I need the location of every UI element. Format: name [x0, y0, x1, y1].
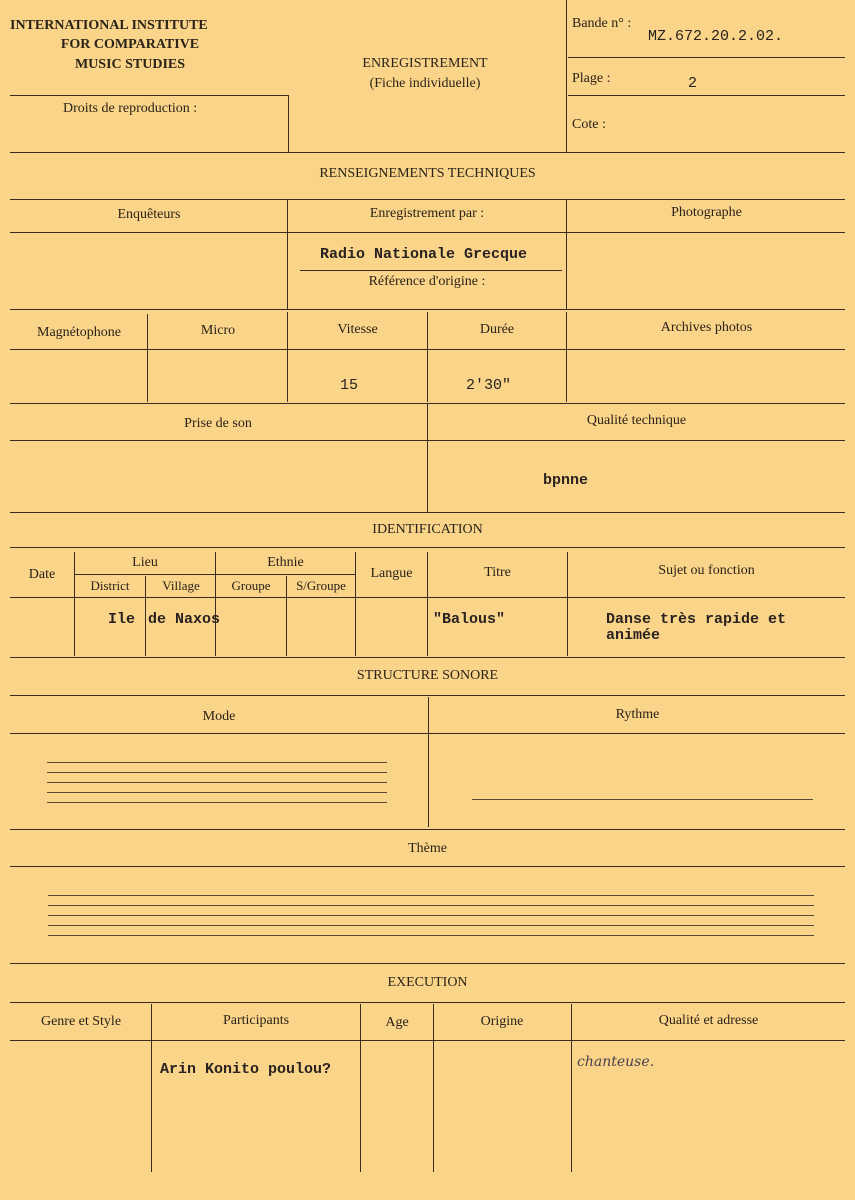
staff-line — [48, 895, 814, 896]
rule — [288, 95, 289, 153]
groupe-label: Groupe — [231, 578, 271, 593]
enregistrement-par-label: Enregistrement par : — [369, 206, 485, 221]
rule — [287, 312, 288, 402]
qualite-adresse-value: chanteuse. — [577, 1054, 655, 1070]
rule — [566, 199, 567, 309]
genre-label: Genre et Style — [40, 1014, 122, 1029]
qualite-technique-value: bpnne — [543, 472, 589, 489]
cote-label: Cote : — [572, 117, 606, 132]
rule — [287, 199, 288, 309]
rule — [427, 312, 428, 402]
staff-line — [47, 762, 387, 763]
identification-heading: IDENTIFICATION — [372, 522, 483, 537]
rule — [10, 733, 845, 734]
rule — [571, 1004, 572, 1172]
form-title: ENREGISTREMENT — [362, 56, 488, 71]
form-subtitle: (Fiche individuelle) — [369, 76, 481, 91]
staff-line — [47, 772, 387, 773]
district-value: Ile — [108, 611, 136, 628]
bande-value: MZ.672.20.2.02. — [648, 28, 784, 45]
rule — [427, 552, 428, 656]
rule — [427, 404, 428, 512]
age-label: Age — [385, 1015, 409, 1030]
rythme-label: Rythme — [615, 707, 660, 722]
titre-label: Titre — [484, 565, 511, 580]
structure-heading: STRUCTURE SONORE — [356, 668, 499, 683]
rule — [10, 152, 845, 153]
theme-label: Thème — [408, 841, 447, 856]
droits-label: Droits de reproduction : — [63, 101, 198, 116]
staff-line — [47, 792, 387, 793]
execution-heading: EXECUTION — [387, 975, 468, 990]
enqueteurs-label: Enquêteurs — [117, 207, 181, 222]
mode-label: Mode — [202, 709, 236, 724]
staff-line — [48, 915, 814, 916]
sujet-value-2: animée — [606, 627, 661, 644]
rule — [215, 552, 216, 656]
reference-label: Référence d'origine : — [368, 274, 486, 289]
rule — [147, 314, 148, 402]
sujet-value-1: Danse très rapide et — [606, 611, 787, 628]
sgroupe-label: S/Groupe — [296, 578, 346, 593]
rule — [10, 695, 845, 696]
rule — [10, 440, 845, 441]
plage-label: Plage : — [572, 71, 611, 86]
vitesse-value: 15 — [340, 377, 359, 394]
plage-value: 2 — [688, 75, 698, 92]
rule — [10, 547, 845, 548]
staff-line — [48, 905, 814, 906]
rule — [568, 57, 845, 58]
rule — [10, 199, 845, 200]
institute-line-1: INTERNATIONAL INSTITUTE — [10, 18, 208, 33]
rule — [433, 1004, 434, 1172]
institute-line-2: FOR COMPARATIVE — [60, 37, 200, 52]
rule — [428, 697, 429, 827]
header-divider — [566, 0, 567, 152]
origine-label: Origine — [480, 1014, 524, 1029]
rule — [10, 866, 845, 867]
rythme-line — [472, 799, 813, 800]
micro-label: Micro — [200, 323, 236, 338]
bande-label: Bande n° : — [572, 16, 632, 31]
duree-label: Durée — [479, 322, 515, 337]
rule — [145, 576, 146, 656]
rule — [355, 552, 356, 656]
qualite-technique-label: Qualité technique — [586, 413, 687, 428]
vitesse-label: Vitesse — [337, 322, 378, 337]
ethnie-label: Ethnie — [267, 555, 304, 570]
rule — [10, 512, 845, 513]
rule — [568, 95, 845, 96]
rule — [566, 312, 567, 402]
titre-value: "Balous" — [433, 611, 506, 628]
sujet-label: Sujet ou fonction — [658, 563, 755, 578]
participants-label: Participants — [222, 1013, 290, 1028]
enregistrement-value: Radio Nationale Grecque — [320, 246, 528, 263]
staff-line — [48, 925, 814, 926]
rule — [360, 1004, 361, 1172]
staff-line — [47, 802, 387, 803]
district-label: District — [90, 578, 130, 593]
village-label: Village — [162, 578, 200, 593]
rule — [10, 95, 288, 96]
rule — [10, 1040, 845, 1041]
langue-label: Langue — [370, 566, 413, 581]
participant-value: Arin Konito poulou? — [160, 1061, 332, 1078]
prise-de-son-label: Prise de son — [184, 416, 252, 431]
date-label: Date — [28, 567, 56, 582]
qualite-adresse-label: Qualité et adresse — [658, 1013, 759, 1028]
rule — [10, 232, 845, 233]
rule — [10, 657, 845, 658]
rule — [151, 1004, 152, 1172]
village-value: de Naxos — [148, 611, 221, 628]
staff-line — [48, 935, 814, 936]
rule — [567, 552, 568, 656]
magnetophone-label: Magnétophone — [37, 325, 121, 340]
rule — [10, 309, 845, 310]
staff-line — [47, 782, 387, 783]
institute-line-3: MUSIC STUDIES — [74, 57, 186, 72]
rule — [10, 1002, 845, 1003]
archives-label: Archives photos — [660, 320, 753, 335]
rule — [300, 270, 562, 271]
rule — [10, 963, 845, 964]
techniques-heading: RENSEIGNEMENTS TECHNIQUES — [319, 166, 536, 181]
duree-value: 2'30" — [466, 377, 512, 394]
rule — [74, 552, 75, 656]
photographe-label: Photographe — [671, 205, 742, 220]
rule — [10, 829, 845, 830]
lieu-label: Lieu — [132, 555, 158, 570]
rule — [286, 576, 287, 656]
